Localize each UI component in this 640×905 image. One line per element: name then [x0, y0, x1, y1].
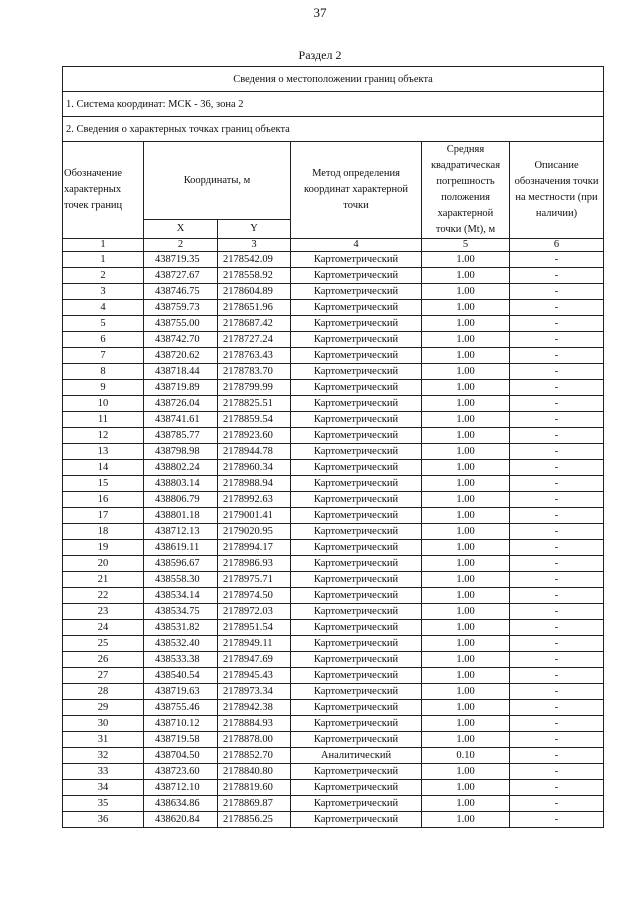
x-coordinate-cell: 438540.54	[144, 668, 218, 684]
x-coordinate-cell: 438726.04	[144, 396, 218, 412]
description-cell: -	[510, 716, 604, 732]
accuracy-cell: 1.00	[422, 380, 510, 396]
accuracy-cell: 1.00	[422, 620, 510, 636]
x-coordinate-cell: 438801.18	[144, 508, 218, 524]
column-number: 5	[422, 239, 510, 252]
section-title: Раздел 2	[298, 48, 342, 62]
y-coordinate-cell: 2178992.63	[218, 492, 291, 508]
description-cell: -	[510, 748, 604, 764]
header-point-designation: Обозначение характерных точек границ	[63, 142, 144, 239]
point-number-cell: 17	[63, 508, 144, 524]
x-coordinate-cell: 438532.40	[144, 636, 218, 652]
description-cell: -	[510, 572, 604, 588]
y-coordinate-cell: 2178878.00	[218, 732, 291, 748]
x-coordinate-cell: 438719.58	[144, 732, 218, 748]
table-row	[63, 476, 604, 492]
method-cell: Картометрический	[291, 684, 422, 700]
accuracy-cell: 1.00	[422, 476, 510, 492]
method-cell: Картометрический	[291, 332, 422, 348]
header-y: Y	[218, 220, 291, 239]
x-coordinate-cell: 438719.63	[144, 684, 218, 700]
x-coordinate-cell: 438534.75	[144, 604, 218, 620]
table-row	[63, 268, 604, 284]
x-coordinate-cell: 438620.84	[144, 812, 218, 828]
description-cell: -	[510, 300, 604, 316]
method-cell: Картометрический	[291, 364, 422, 380]
column-number: 2	[144, 239, 218, 252]
method-cell: Аналитический	[291, 748, 422, 764]
x-coordinate-cell: 438704.50	[144, 748, 218, 764]
x-coordinate-cell: 438533.38	[144, 652, 218, 668]
point-number-cell: 36	[63, 812, 144, 828]
description-cell: -	[510, 668, 604, 684]
table-row	[63, 684, 604, 700]
column-number-row	[63, 239, 604, 252]
description-cell: -	[510, 700, 604, 716]
description-cell: -	[510, 252, 604, 268]
point-number-cell: 6	[63, 332, 144, 348]
table-row	[63, 252, 604, 268]
method-cell: Картометрический	[291, 460, 422, 476]
table-row	[63, 556, 604, 572]
method-cell: Картометрический	[291, 732, 422, 748]
point-number-cell: 14	[63, 460, 144, 476]
point-number-cell: 8	[63, 364, 144, 380]
x-coordinate-cell: 438710.12	[144, 716, 218, 732]
table-row	[63, 636, 604, 652]
accuracy-cell: 1.00	[422, 348, 510, 364]
x-coordinate-cell: 438712.10	[144, 780, 218, 796]
x-coordinate-cell: 438634.86	[144, 796, 218, 812]
y-coordinate-cell: 2178949.11	[218, 636, 291, 652]
x-coordinate-cell: 438798.98	[144, 444, 218, 460]
accuracy-cell: 1.00	[422, 284, 510, 300]
column-number: 1	[63, 239, 144, 252]
y-coordinate-cell: 2178783.70	[218, 364, 291, 380]
description-cell: -	[510, 348, 604, 364]
table-row	[63, 604, 604, 620]
y-coordinate-cell: 2178884.93	[218, 716, 291, 732]
x-coordinate-cell: 438759.73	[144, 300, 218, 316]
method-cell: Картометрический	[291, 604, 422, 620]
method-cell: Картометрический	[291, 764, 422, 780]
method-cell: Картометрический	[291, 348, 422, 364]
page-number: 37	[313, 5, 327, 20]
accuracy-cell: 1.00	[422, 812, 510, 828]
description-cell: -	[510, 316, 604, 332]
y-coordinate-cell: 2178945.43	[218, 668, 291, 684]
method-cell: Картометрический	[291, 700, 422, 716]
column-number: 3	[218, 239, 291, 252]
column-number: 6	[510, 239, 604, 252]
x-coordinate-cell: 438741.61	[144, 412, 218, 428]
table-row	[63, 812, 604, 828]
accuracy-cell: 1.00	[422, 316, 510, 332]
description-cell: -	[510, 524, 604, 540]
description-cell: -	[510, 796, 604, 812]
accuracy-cell: 1.00	[422, 444, 510, 460]
y-coordinate-cell: 2178727.24	[218, 332, 291, 348]
point-number-cell: 1	[63, 252, 144, 268]
point-number-cell: 13	[63, 444, 144, 460]
description-cell: -	[510, 444, 604, 460]
description-cell: -	[510, 588, 604, 604]
y-coordinate-cell: 2178869.87	[218, 796, 291, 812]
accuracy-cell: 1.00	[422, 604, 510, 620]
accuracy-cell: 1.00	[422, 412, 510, 428]
table-row	[63, 460, 604, 476]
x-coordinate-cell: 438596.67	[144, 556, 218, 572]
accuracy-cell: 1.00	[422, 588, 510, 604]
table-row	[63, 492, 604, 508]
description-cell: -	[510, 460, 604, 476]
x-coordinate-cell: 438785.77	[144, 428, 218, 444]
accuracy-cell: 1.00	[422, 252, 510, 268]
method-cell: Картометрический	[291, 572, 422, 588]
description-cell: -	[510, 396, 604, 412]
x-coordinate-cell: 438727.67	[144, 268, 218, 284]
y-coordinate-cell: 2178825.51	[218, 396, 291, 412]
y-coordinate-cell: 2178942.38	[218, 700, 291, 716]
method-cell: Картометрический	[291, 300, 422, 316]
point-number-cell: 26	[63, 652, 144, 668]
x-coordinate-cell: 438719.35	[144, 252, 218, 268]
table-row	[63, 652, 604, 668]
point-number-cell: 16	[63, 492, 144, 508]
x-coordinate-cell: 438619.11	[144, 540, 218, 556]
y-coordinate-cell: 2178923.60	[218, 428, 291, 444]
accuracy-cell: 1.00	[422, 780, 510, 796]
point-number-cell: 12	[63, 428, 144, 444]
description-cell: -	[510, 380, 604, 396]
accuracy-cell: 1.00	[422, 396, 510, 412]
method-cell: Картометрический	[291, 780, 422, 796]
y-coordinate-cell: 2178687.42	[218, 316, 291, 332]
point-number-cell: 33	[63, 764, 144, 780]
method-cell: Картометрический	[291, 636, 422, 652]
y-coordinate-cell: 2178840.80	[218, 764, 291, 780]
accuracy-cell: 1.00	[422, 268, 510, 284]
table-row	[63, 732, 604, 748]
x-coordinate-cell: 438531.82	[144, 620, 218, 636]
point-number-cell: 10	[63, 396, 144, 412]
method-cell: Картометрический	[291, 652, 422, 668]
y-coordinate-cell: 2178986.93	[218, 556, 291, 572]
method-cell: Картометрический	[291, 396, 422, 412]
description-cell: -	[510, 364, 604, 380]
description-cell: -	[510, 636, 604, 652]
table-row	[63, 796, 604, 812]
y-coordinate-cell: 2178974.50	[218, 588, 291, 604]
point-number-cell: 32	[63, 748, 144, 764]
description-cell: -	[510, 812, 604, 828]
description-cell: -	[510, 284, 604, 300]
description-cell: -	[510, 476, 604, 492]
y-coordinate-cell: 2178947.69	[218, 652, 291, 668]
table-row	[63, 380, 604, 396]
method-cell: Картометрический	[291, 252, 422, 268]
point-number-cell: 35	[63, 796, 144, 812]
accuracy-cell: 1.00	[422, 732, 510, 748]
method-cell: Картометрический	[291, 668, 422, 684]
accuracy-cell: 1.00	[422, 524, 510, 540]
point-number-cell: 30	[63, 716, 144, 732]
table-row	[63, 348, 604, 364]
accuracy-cell: 1.00	[422, 540, 510, 556]
method-cell: Картометрический	[291, 620, 422, 636]
x-coordinate-cell: 438719.89	[144, 380, 218, 396]
accuracy-cell: 1.00	[422, 668, 510, 684]
y-coordinate-cell: 2178960.34	[218, 460, 291, 476]
method-cell: Картометрический	[291, 556, 422, 572]
point-number-cell: 2	[63, 268, 144, 284]
y-coordinate-cell: 2178651.96	[218, 300, 291, 316]
x-coordinate-cell: 438534.14	[144, 588, 218, 604]
table-row	[63, 412, 604, 428]
accuracy-cell: 1.00	[422, 300, 510, 316]
method-cell: Картометрический	[291, 428, 422, 444]
table-row	[63, 716, 604, 732]
header-x: X	[144, 220, 218, 239]
point-number-cell: 24	[63, 620, 144, 636]
table-row	[63, 588, 604, 604]
point-number-cell: 34	[63, 780, 144, 796]
point-number-cell: 5	[63, 316, 144, 332]
y-coordinate-cell: 2178856.25	[218, 812, 291, 828]
accuracy-cell: 1.00	[422, 508, 510, 524]
point-number-cell: 9	[63, 380, 144, 396]
point-number-cell: 19	[63, 540, 144, 556]
x-coordinate-cell: 438755.46	[144, 700, 218, 716]
method-cell: Картометрический	[291, 796, 422, 812]
y-coordinate-cell: 2178951.54	[218, 620, 291, 636]
x-coordinate-cell: 438806.79	[144, 492, 218, 508]
accuracy-cell: 1.00	[422, 652, 510, 668]
table-row	[63, 748, 604, 764]
table-row	[63, 524, 604, 540]
accuracy-cell: 1.00	[422, 716, 510, 732]
point-number-cell: 22	[63, 588, 144, 604]
y-coordinate-cell: 2178859.54	[218, 412, 291, 428]
accuracy-cell: 1.00	[422, 636, 510, 652]
method-cell: Картометрический	[291, 716, 422, 732]
accuracy-cell: 1.00	[422, 572, 510, 588]
x-coordinate-cell: 438723.60	[144, 764, 218, 780]
point-number-cell: 11	[63, 412, 144, 428]
x-coordinate-cell: 438720.62	[144, 348, 218, 364]
point-number-cell: 15	[63, 476, 144, 492]
point-number-cell: 7	[63, 348, 144, 364]
accuracy-cell: 1.00	[422, 332, 510, 348]
point-number-cell: 20	[63, 556, 144, 572]
x-coordinate-cell: 438755.00	[144, 316, 218, 332]
table-row	[63, 764, 604, 780]
accuracy-cell: 1.00	[422, 556, 510, 572]
accuracy-cell: 1.00	[422, 764, 510, 780]
table-row	[63, 700, 604, 716]
description-cell: -	[510, 652, 604, 668]
accuracy-cell: 1.00	[422, 492, 510, 508]
accuracy-cell: 1.00	[422, 460, 510, 476]
point-number-cell: 28	[63, 684, 144, 700]
x-coordinate-cell: 438802.24	[144, 460, 218, 476]
description-cell: -	[510, 556, 604, 572]
point-number-cell: 31	[63, 732, 144, 748]
header-accuracy: Средняя квадратическая погрешность положения характерной точки (Mt), м	[422, 142, 510, 239]
method-cell: Картометрический	[291, 524, 422, 540]
description-cell: -	[510, 732, 604, 748]
table-row	[63, 332, 604, 348]
accuracy-cell: 1.00	[422, 428, 510, 444]
table-row	[63, 540, 604, 556]
table-row	[63, 300, 604, 316]
y-coordinate-cell: 2178542.09	[218, 252, 291, 268]
y-coordinate-cell: 2178763.43	[218, 348, 291, 364]
y-coordinate-cell: 2178604.89	[218, 284, 291, 300]
x-coordinate-cell: 438712.13	[144, 524, 218, 540]
point-number-cell: 18	[63, 524, 144, 540]
method-cell: Картометрический	[291, 588, 422, 604]
method-cell: Картометрический	[291, 476, 422, 492]
y-coordinate-cell: 2178975.71	[218, 572, 291, 588]
y-coordinate-cell: 2178988.94	[218, 476, 291, 492]
table-row	[63, 364, 604, 380]
method-cell: Картометрический	[291, 508, 422, 524]
x-coordinate-cell: 438803.14	[144, 476, 218, 492]
point-number-cell: 4	[63, 300, 144, 316]
point-number-cell: 25	[63, 636, 144, 652]
y-coordinate-cell: 2178944.78	[218, 444, 291, 460]
description-cell: -	[510, 540, 604, 556]
x-coordinate-cell: 438718.44	[144, 364, 218, 380]
column-number: 4	[291, 239, 422, 252]
description-cell: -	[510, 492, 604, 508]
y-coordinate-cell: 2179001.41	[218, 508, 291, 524]
description-cell: -	[510, 268, 604, 284]
description-cell: -	[510, 620, 604, 636]
y-coordinate-cell: 2178994.17	[218, 540, 291, 556]
header-coordinates: Координаты, м	[144, 142, 291, 220]
table-row	[63, 444, 604, 460]
x-coordinate-cell: 438558.30	[144, 572, 218, 588]
table-row	[63, 316, 604, 332]
description-cell: -	[510, 332, 604, 348]
table-row	[63, 572, 604, 588]
table-row	[63, 284, 604, 300]
table-row	[63, 428, 604, 444]
y-coordinate-cell: 2178852.70	[218, 748, 291, 764]
y-coordinate-cell: 2178972.03	[218, 604, 291, 620]
y-coordinate-cell: 2179020.95	[218, 524, 291, 540]
description-cell: -	[510, 764, 604, 780]
header-description: Описание обозначения точки на местности (при наличии)	[510, 142, 604, 239]
accuracy-cell: 1.00	[422, 364, 510, 380]
table-title: Сведения о местоположении границ объекта	[63, 67, 604, 92]
method-cell: Картометрический	[291, 444, 422, 460]
x-coordinate-cell: 438742.70	[144, 332, 218, 348]
x-coordinate-cell: 438746.75	[144, 284, 218, 300]
description-cell: -	[510, 428, 604, 444]
points-heading-row: 2. Сведения о характерных точках границ объекта	[63, 117, 604, 142]
description-cell: -	[510, 684, 604, 700]
boundary-points-table	[62, 66, 604, 828]
table-row	[63, 668, 604, 684]
accuracy-cell: 1.00	[422, 684, 510, 700]
coordinate-system-row: 1. Система координат: МСК - 36, зона 2	[63, 92, 604, 117]
description-cell: -	[510, 780, 604, 796]
method-cell: Картометрический	[291, 284, 422, 300]
table-row	[63, 620, 604, 636]
accuracy-cell: 1.00	[422, 700, 510, 716]
header-method: Метод определения координат характерной точки	[291, 142, 422, 239]
method-cell: Картометрический	[291, 812, 422, 828]
point-number-cell: 21	[63, 572, 144, 588]
point-number-cell: 3	[63, 284, 144, 300]
method-cell: Картометрический	[291, 268, 422, 284]
table-row	[63, 508, 604, 524]
method-cell: Картометрический	[291, 540, 422, 556]
point-number-cell: 29	[63, 700, 144, 716]
description-cell: -	[510, 604, 604, 620]
table-row	[63, 780, 604, 796]
y-coordinate-cell: 2178819.60	[218, 780, 291, 796]
table-row	[63, 396, 604, 412]
description-cell: -	[510, 412, 604, 428]
method-cell: Картометрический	[291, 380, 422, 396]
method-cell: Картометрический	[291, 492, 422, 508]
point-number-cell: 27	[63, 668, 144, 684]
description-cell: -	[510, 508, 604, 524]
y-coordinate-cell: 2178973.34	[218, 684, 291, 700]
y-coordinate-cell: 2178799.99	[218, 380, 291, 396]
method-cell: Картометрический	[291, 316, 422, 332]
point-number-cell: 23	[63, 604, 144, 620]
y-coordinate-cell: 2178558.92	[218, 268, 291, 284]
accuracy-cell: 0.10	[422, 748, 510, 764]
accuracy-cell: 1.00	[422, 796, 510, 812]
method-cell: Картометрический	[291, 412, 422, 428]
